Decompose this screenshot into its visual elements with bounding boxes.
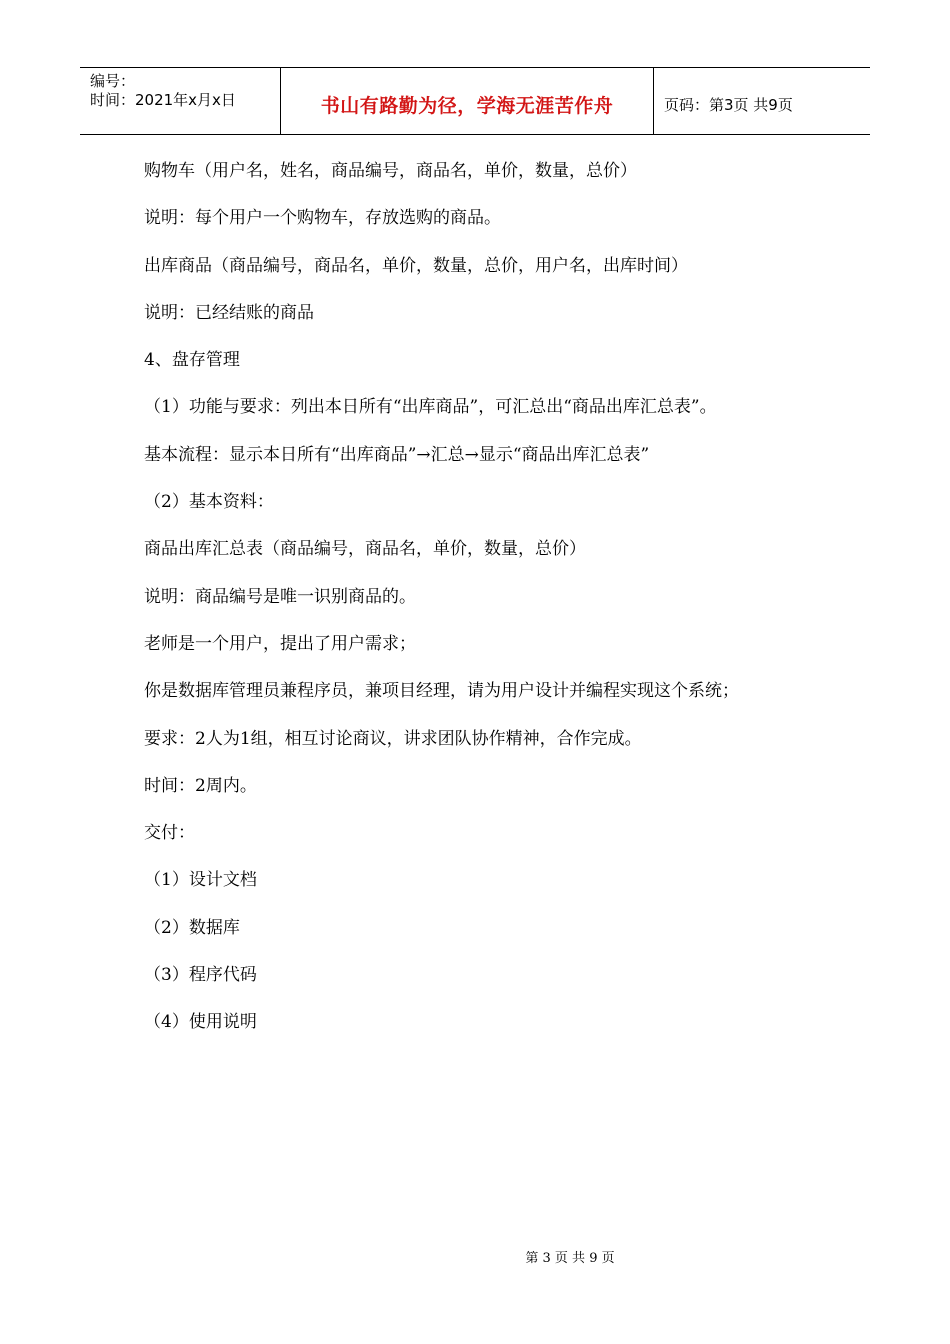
page-header — [80, 67, 870, 135]
paragraph-inventory-requirements: （1）功能与要求：列出本日所有“出库商品”，可汇总出“商品出库汇总表”。 — [144, 397, 717, 418]
document-date-label: 时间：2021年x月x日 — [90, 91, 236, 109]
list-item: （2）数据库 — [144, 917, 240, 938]
paragraph-summary-note: 说明：商品编号是唯一识别商品的。 — [144, 586, 416, 607]
paragraph-role: 你是数据库管理员兼程序员，兼项目经理，请为用户设计并编程实现这个系统； — [144, 681, 739, 702]
document-body — [144, 157, 844, 1056]
list-item: （1）设计文档 — [144, 870, 257, 891]
paragraph-time: 时间：2周内。 — [144, 775, 257, 796]
paragraph-outbound-note: 说明：已经结账的商品 — [144, 302, 314, 323]
paragraph-summary-schema: 商品出库汇总表（商品编号，商品名，单价，数量，总价） — [144, 539, 586, 560]
list-item: （4）使用说明 — [144, 1012, 257, 1033]
paragraph-team: 要求：2人为1组，相互讨论商议，讲求团队协作精神，合作完成。 — [144, 728, 642, 749]
page-footer: 第 3 页 共 9 页 — [525, 1251, 615, 1266]
paragraph-outbound-schema: 出库商品（商品编号，商品名，单价，数量，总价，用户名，出库时间） — [144, 255, 688, 276]
section-heading-inventory: 4、盘存管理 — [144, 350, 240, 371]
paragraph-cart-note: 说明：每个用户一个购物车，存放选购的商品。 — [144, 208, 501, 229]
list-item: （3）程序代码 — [144, 965, 257, 986]
paragraph-teacher: 老师是一个用户，提出了用户需求； — [144, 633, 416, 654]
paragraph-deliverables: 交付： — [144, 823, 195, 844]
paragraph-basic-data: （2）基本资料： — [144, 492, 274, 513]
header-motto-cell — [281, 68, 654, 134]
paragraph-cart-schema: 购物车（用户名，姓名，商品编号，商品名，单价，数量，总价） — [144, 161, 637, 181]
paragraph-inventory-flow: 基本流程：显示本日所有“出库商品”→汇总→显示“商品出库汇总表” — [144, 444, 650, 465]
header-page-cell — [654, 68, 870, 134]
document-number-label: 编号： — [90, 72, 136, 90]
header-motto: 书山有路勤为径，学海无涯苦作舟 — [320, 94, 614, 117]
header-page-number: 页码：第3页 共9页 — [664, 95, 793, 114]
header-meta — [80, 68, 281, 134]
